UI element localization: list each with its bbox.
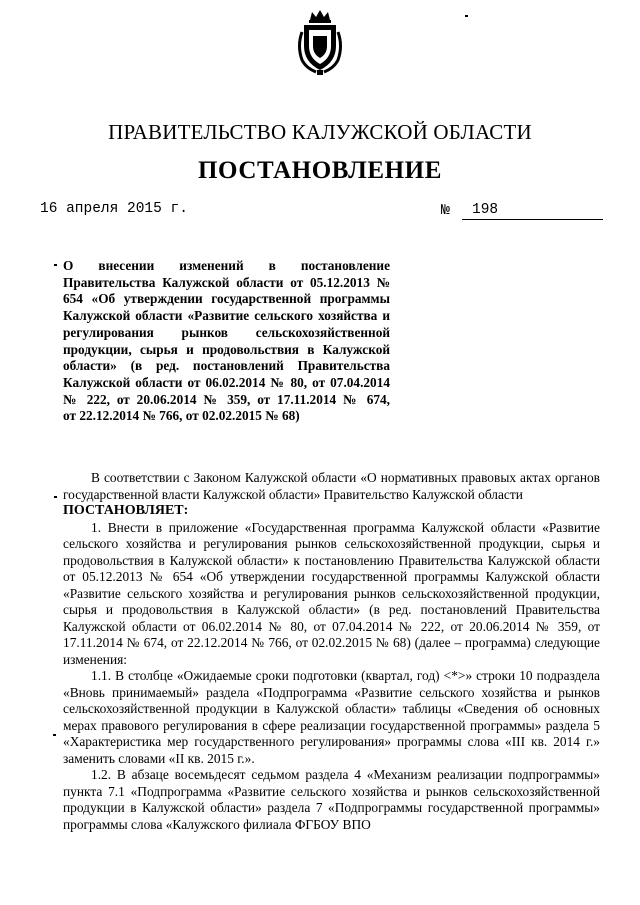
document-date: 16 апреля 2015 г. <box>40 201 188 217</box>
document-number-label: № <box>441 202 451 219</box>
paragraph-1-2: 1.2. В абзаце восемьдесят седьмом раздела 4 «Механизм реализации подпрограммы» пункта 7.1 «Подпрограмма «Развитие сельского хозяйства и рынков сельскохозяйственной продукции в Калужской области» раздела 7 «Подпрограммы государственной программы» программы слова «Калужского филиала ФГБОУ ВПО <box>63 767 600 832</box>
resolves-heading: ПОСТАНОВЛЯЕТ: <box>63 503 189 518</box>
government-title: ПРАВИТЕЛЬСТВО КАЛУЖСКОЙ ОБЛАСТИ <box>108 120 532 144</box>
subject-text: О внесении изменений в постановление Правительства Калужской области от 05.12.2013 № 654 «Об утверждении государственной программы Калужской области «Развитие сельского хозяйства и регулирования рынков сельскохозяйственной продукции, сырья и продовольствия в Калужской области» (в ред. постановлений Правительства Калужской области от 06.02.2014 № 80, от 07.04.2014 № 222, от 20.06.2014 № 359, от 17.11.2014 № 674, <box>63 258 390 407</box>
scan-mark <box>465 15 468 17</box>
document-body <box>63 470 600 833</box>
scan-mark <box>54 496 57 498</box>
paragraph-1-1: 1.1. В столбце «Ожидаемые сроки подготовки (квартал, год) <*>» строки 10 подраздела «Вновь принимаемый» раздела «Подпрограмма «Развитие сельского хозяйства и рынков сельскохозяйственной продукции в Калужской области» таблицы «Сведения об основных мерах правового регулирования в сфере реализации государственной программы» раздела 5 «Характеристика мер государственного регулирования» программы слова «III кв. 2014 г.» заменить словами «II кв. 2015 г.». <box>63 668 600 766</box>
document-type: ПОСТАНОВЛЕНИЕ <box>197 157 443 184</box>
paragraph-1: 1. Внести в приложение «Государственная программа Калужской области «Развитие сельского хозяйства и регулирования рынков сельскохозяйственной продукции, сырья и продовольствия в Калужской области» к постановлению Правительства Калужской области от 05.12.2013 № 654 «Об утверждении государственной программы Калужской области «Развитие сельского хозяйства и регулирования рынков сельскохозяйственной продукции, сырья и продовольствия в Калужской области» (в ред. постановлений Правительства Калужской области от 06.02.2014 № 80, от 07.04.2014 № 222, от 20.06.2014 № 359, от 17.11.2014 № 674, от 22.12.2014 № 766, от 02.02.2015 № 68) (далее – программа) следующие изменения: <box>63 519 600 667</box>
preamble-paragraph: В соответствии с Законом Калужской области «О нормативных правовых актах органов государственной власти Калужской области» Правительство Калужской области <box>63 470 600 502</box>
document-subject <box>63 258 390 425</box>
document-number-underline <box>462 219 603 220</box>
scan-mark <box>54 264 57 266</box>
coat-of-arms-icon <box>296 10 344 76</box>
document-number: 198 <box>472 202 499 218</box>
scan-mark <box>53 734 56 736</box>
subject-last-line: от 22.12.2014 № 766, от 02.02.2015 № 68) <box>63 408 300 424</box>
